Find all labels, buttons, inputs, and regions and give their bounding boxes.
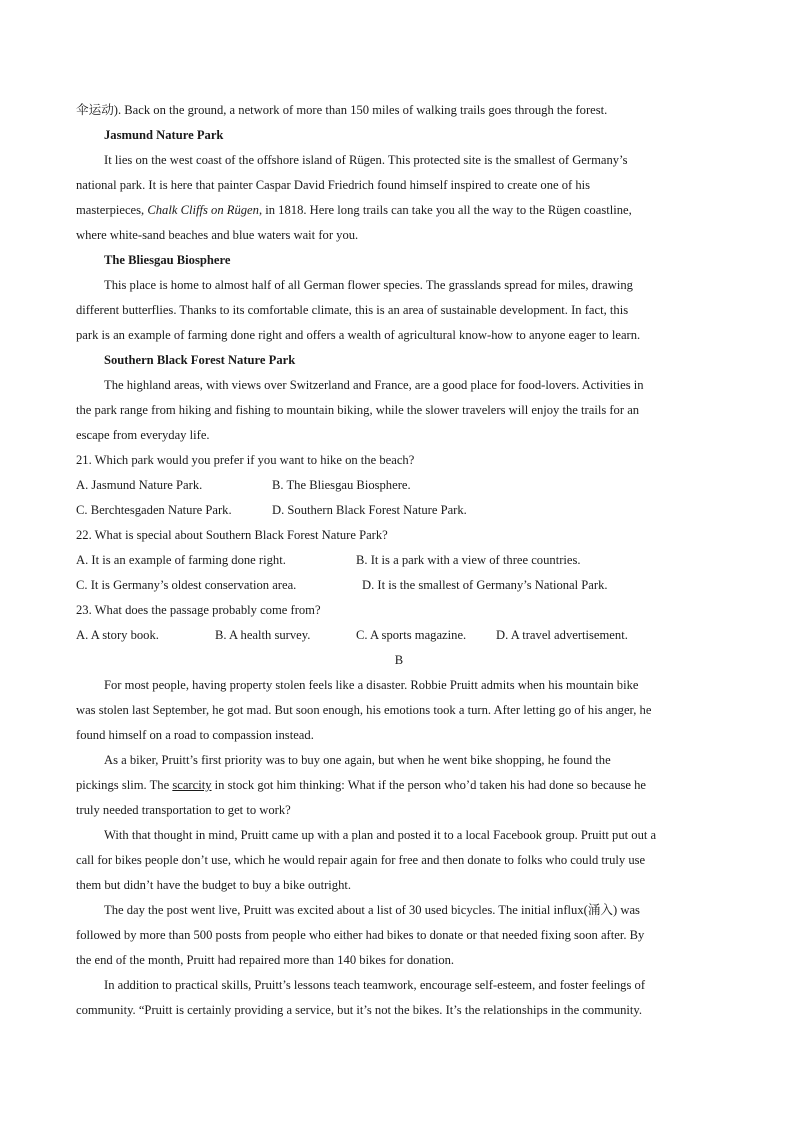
text-line: With that thought in mind, Pruitt came up with a plan and posted it to a local Facebook group. Pruitt put out a [104,828,657,842]
option-c[interactable]: C. Berchtesgaden Nature Park. [76,503,232,517]
text-line: call for bikes people don’t use, which he would repair again for free and then donate to folks who could truly use [76,853,646,867]
text-line: For most people, having property stolen feels like a disaster. Robbie Pruitt admits when his mountain bike [104,678,639,692]
option-a[interactable]: A. It is an example of farming done right. [76,553,286,567]
heading-black-forest: Southern Black Forest Nature Park [104,353,296,367]
text-line: The highland areas, with views over Switzerland and France, are a good place for food-lovers. Activities in [104,378,644,392]
paragraph-jasmund [76,148,722,248]
question-22-stem: 22. What is special about Southern Black Forest Nature Park? [76,528,388,542]
option-a[interactable]: A. A story book. [76,628,159,642]
text-line: found himself on a road to compassion instead. [76,728,314,742]
text-line: park is an example of farming done right and offers a wealth of agricultural know-how to anyone eager to learn. [76,328,641,342]
text-line: the park range from hiking and fishing to mountain biking, while the slower travelers will enjoy the trails for an [76,403,640,417]
question-22-options-row1 [76,548,722,573]
question-22-options-row2 [76,573,722,598]
paragraph-b4 [76,898,722,973]
text-line: followed by more than 500 posts from people who either had bikes to donate or that needed fixing soon after. By [76,928,645,942]
text-span: masterpieces, [76,203,148,217]
paragraph-b1 [76,673,722,748]
paragraph-b3 [76,823,722,898]
option-d[interactable]: D. Southern Black Forest Nature Park. [272,503,467,517]
paragraph-black-forest [76,373,722,448]
option-b[interactable]: B. It is a park with a view of three countries. [356,553,581,567]
text-line [76,773,722,798]
question-21-stem: 21. Which park would you prefer if you want to hike on the beach? [76,453,415,467]
question-21-options-row1 [76,473,722,498]
question-23-stem: 23. What does the passage probably come from? [76,603,321,617]
intro-tail: 伞运动). Back on the ground, a network of more than 150 miles of walking trails goes through the forest. [76,103,608,117]
text-line: the end of the month, Pruitt had repaired more than 140 bikes for donation. [76,953,455,967]
text-line: As a biker, Pruitt’s first priority was to buy one again, but when he went bike shopping, he found the [104,753,611,767]
text-line: where white-sand beaches and blue waters wait for you. [76,228,359,242]
option-a[interactable]: A. Jasmund Nature Park. [76,478,203,492]
section-b-label: B [394,653,404,667]
text-line: The day the post went live, Pruitt was excited about a list of 30 used bicycles. The initial influx(涌入) was [104,903,640,917]
paragraph-b2 [76,748,722,823]
paragraph-b5 [76,973,722,1023]
text-line: community. “Pruitt is certainly providing a service, but it’s not the bikes. It’s the relationships in the community. [76,1003,643,1017]
text-line: This place is home to almost half of all German flower species. The grasslands spread for miles, drawing [104,278,633,292]
option-c[interactable]: C. It is Germany’s oldest conservation area. [76,578,297,592]
text-span: , in 1818. Here long trails can take you all the way to the Rügen coastline, [258,203,632,217]
text-line: them but didn’t have the budget to buy a bike outright. [76,878,352,892]
heading-bliesgau: The Bliesgau Biosphere [104,253,231,267]
option-d[interactable]: D. It is the smallest of Germany’s National Park. [362,578,608,592]
text-line: In addition to practical skills, Pruitt’s lessons teach teamwork, encourage self-esteem, and foster feelings of [104,978,646,992]
text-span: in stock got him thinking: What if the person who’d taken his had done so because he [211,778,647,792]
text-line [76,198,722,223]
painting-title: Chalk Cliffs on Rügen [147,203,259,217]
paragraph-bliesgau [76,273,722,348]
text-line: escape from everyday life. [76,428,210,442]
text-line: It lies on the west coast of the offshore island of Rügen. This protected site is the smallest of Germany’s [104,153,628,167]
option-b[interactable]: B. A health survey. [215,628,311,642]
text-span: pickings slim. The [76,778,173,792]
question-21-options-row2 [76,498,722,523]
option-b[interactable]: B. The Bliesgau Biosphere. [272,478,411,492]
option-d[interactable]: D. A travel advertisement. [496,628,628,642]
question-23-options [76,623,722,648]
page-content [76,98,722,1023]
text-line: different butterflies. Thanks to its comfortable climate, this is an area of sustainable development. In fact, this [76,303,629,317]
heading-jasmund: Jasmund Nature Park [104,128,224,142]
text-line: national park. It is here that painter Caspar David Friedrich found himself inspired to create one of his [76,178,591,192]
option-c[interactable]: C. A sports magazine. [356,628,467,642]
underlined-word: scarcity [172,778,212,792]
text-line: truly needed transportation to get to work? [76,803,291,817]
text-line: was stolen last September, he got mad. But soon enough, his emotions took a turn. After letting go of his anger, he [76,703,652,717]
